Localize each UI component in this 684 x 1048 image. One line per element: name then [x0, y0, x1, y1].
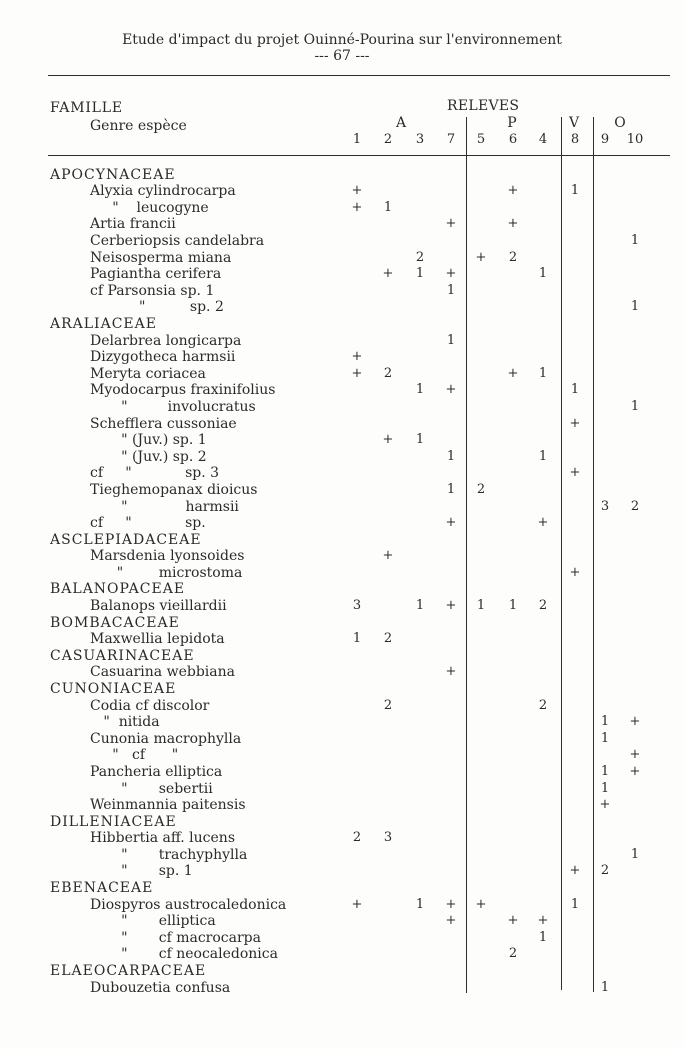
species-name: " harmsii: [90, 498, 239, 515]
releve-value: +: [507, 913, 519, 929]
releve-value: 1: [630, 398, 640, 414]
releve-value: +: [537, 913, 549, 929]
releve-number: 10: [626, 132, 644, 147]
releve-value: +: [351, 896, 363, 912]
releve-value: 1: [600, 763, 610, 779]
family-name: ARALIACEAE: [50, 316, 157, 332]
species-name: Artia francii: [90, 216, 176, 233]
releve-value: 1: [508, 598, 518, 614]
releve-value: 2: [415, 249, 425, 265]
releve-value: 1: [538, 448, 548, 464]
page-number: --- 67 ---: [314, 48, 370, 64]
family-row: [0, 316, 684, 333]
species-name: Dubouzetia confusa: [90, 979, 231, 996]
releve-number: 6: [508, 132, 518, 147]
species-row: [0, 333, 684, 350]
releve-value: 1: [600, 780, 610, 796]
species-name: cf " sp.: [90, 515, 206, 532]
species-row: [0, 266, 684, 283]
species-row: [0, 499, 684, 516]
family-name: BOMBACACEAE: [50, 614, 180, 631]
family-name: CASUARINACEAE: [50, 647, 195, 664]
species-row: [0, 913, 684, 930]
species-row: [0, 946, 684, 963]
species-row: [0, 416, 684, 433]
releve-value: 1: [446, 481, 456, 497]
releve-number: 4: [538, 132, 548, 147]
species-row: [0, 664, 684, 681]
releve-value: +: [351, 365, 363, 381]
releve-value: 3: [352, 598, 362, 614]
releve-number: 1: [352, 132, 362, 147]
family-row: [0, 532, 684, 549]
releve-value: 1: [630, 299, 640, 315]
releve-value: +: [382, 266, 394, 282]
releve-value: 1: [446, 282, 456, 298]
species-name: Dizygotheca harmsii: [90, 349, 236, 366]
family-name: ASCLEPIADACEAE: [50, 531, 202, 548]
releve-value: 1: [630, 846, 640, 862]
document-title: Etude d'impact du projet Ouinné-Pourina sur l'environnement: [122, 32, 562, 48]
species-row: [0, 548, 684, 565]
species-row: [0, 747, 684, 764]
species-name: Diospyros austrocaledonica: [90, 896, 287, 913]
releve-number: 3: [415, 132, 425, 147]
family-row: [0, 581, 684, 598]
family-row: [0, 880, 684, 897]
family-row: [0, 648, 684, 665]
releve-value: 1: [600, 979, 610, 995]
releve-value: +: [569, 564, 581, 580]
species-name: Marsdenia lyonsoides: [90, 548, 245, 565]
species-name: " sp. 1: [90, 863, 193, 880]
family-name: EBENACEAE: [50, 880, 154, 897]
family-row: [0, 681, 684, 698]
species-row: [0, 250, 684, 267]
releve-value: 1: [415, 266, 425, 282]
column-label-famille: FAMILLE: [50, 100, 123, 116]
species-row: [0, 631, 684, 648]
species-name: Cunonia macrophylla: [90, 730, 242, 747]
releve-value: 2: [383, 365, 393, 381]
species-name: " cf macrocarpa: [90, 929, 261, 946]
species-row: [0, 283, 684, 300]
species-row: [0, 200, 684, 217]
releve-value: +: [445, 896, 457, 912]
releve-number: 9: [600, 132, 610, 147]
releve-value: 1: [538, 266, 548, 282]
releve-value: +: [629, 763, 641, 779]
releve-value: +: [351, 183, 363, 199]
species-row: [0, 897, 684, 914]
family-name: BALANOPACEAE: [50, 581, 186, 598]
column-label-genre-espece: Genre espèce: [90, 118, 187, 134]
species-row: [0, 847, 684, 864]
releves-label: RELEVES: [447, 98, 520, 114]
releve-value: +: [629, 714, 641, 730]
species-name: " microstoma: [90, 564, 243, 581]
species-row: [0, 781, 684, 798]
releve-value: 1: [630, 233, 640, 249]
species-name: cf Parsonsia sp. 1: [90, 282, 215, 299]
releve-value: +: [569, 465, 581, 481]
releve-value: +: [351, 349, 363, 365]
family-name: DILLENIACEAE: [50, 813, 177, 830]
species-row: [0, 233, 684, 250]
releve-number: 2: [383, 132, 393, 147]
releve-value: +: [445, 913, 457, 929]
releve-group-label: A: [395, 115, 407, 131]
releve-value: +: [599, 797, 611, 813]
releve-value: 3: [383, 830, 393, 846]
releve-group-label: P: [507, 115, 517, 131]
releve-value: +: [445, 598, 457, 614]
releve-value: 1: [415, 382, 425, 398]
releve-value: +: [445, 382, 457, 398]
species-row: [0, 714, 684, 731]
releve-value: 2: [600, 863, 610, 879]
species-name: Cerberiopsis candelabra: [90, 233, 265, 250]
species-row: [0, 382, 684, 399]
releve-value: +: [507, 183, 519, 199]
species-name: Pagiantha cerifera: [90, 266, 222, 283]
species-name: " trachyphylla: [90, 846, 248, 863]
releve-value: 1: [600, 730, 610, 746]
releve-value: +: [507, 216, 519, 232]
species-name: Codia cf discolor: [90, 697, 210, 714]
releve-group-label: V: [568, 115, 580, 131]
releve-value: 1: [570, 896, 580, 912]
releve-value: 2: [538, 598, 548, 614]
species-row: [0, 731, 684, 748]
species-name: " elliptica: [90, 913, 216, 930]
species-name: " (Juv.) sp. 1: [90, 432, 207, 449]
releve-value: +: [569, 863, 581, 879]
releve-value: +: [382, 432, 394, 448]
releve-value: 2: [508, 946, 518, 962]
releve-value: 1: [415, 432, 425, 448]
releve-value: +: [445, 216, 457, 232]
species-row: [0, 465, 684, 482]
species-name: " (Juv.) sp. 2: [90, 448, 207, 465]
releve-value: 1: [415, 598, 425, 614]
species-name: Hibbertia aff. lucens: [90, 830, 236, 847]
species-row: [0, 432, 684, 449]
table-header-rule: [48, 155, 670, 156]
species-name: Myodocarpus fraxinifolius: [90, 382, 276, 399]
releve-number: 7: [446, 132, 456, 147]
releve-value: 1: [538, 365, 548, 381]
species-row: [0, 183, 684, 200]
species-name: Weinmannia paitensis: [90, 797, 246, 814]
species-row: [0, 980, 684, 997]
species-row: [0, 299, 684, 316]
releve-value: 2: [476, 481, 486, 497]
species-row: [0, 565, 684, 582]
releve-value: +: [475, 896, 487, 912]
releve-value: 1: [352, 631, 362, 647]
releve-value: +: [445, 515, 457, 531]
releve-value: 1: [600, 714, 610, 730]
family-row: [0, 615, 684, 632]
species-name: Neisosperma miana: [90, 249, 232, 266]
species-name: Casuarina webbiana: [90, 664, 235, 681]
species-name: " sebertii: [90, 780, 213, 797]
releve-value: 2: [383, 631, 393, 647]
releve-value: +: [445, 664, 457, 680]
releve-value: +: [569, 415, 581, 431]
species-row: [0, 216, 684, 233]
family-row: [0, 963, 684, 980]
species-name: Alyxia cylindrocarpa: [90, 183, 236, 200]
releve-value: +: [445, 266, 457, 282]
species-row: [0, 482, 684, 499]
species-row: [0, 366, 684, 383]
releve-value: 2: [352, 830, 362, 846]
releve-value: 2: [630, 498, 640, 514]
releve-value: 3: [600, 498, 610, 514]
releve-value: +: [537, 515, 549, 531]
header-rule: [48, 75, 670, 76]
releve-value: 1: [570, 382, 580, 398]
releve-value: 2: [383, 697, 393, 713]
species-name: Maxwellia lepidota: [90, 631, 225, 648]
species-name: Delarbrea longicarpa: [90, 332, 242, 349]
species-name: " nitida: [90, 714, 160, 731]
species-name: " leucogyne: [90, 199, 209, 216]
species-row: [0, 930, 684, 947]
species-name: Tieghemopanax dioicus: [90, 481, 258, 498]
family-name: ELAEOCARPACEAE: [50, 963, 207, 980]
releve-number: 5: [476, 132, 486, 147]
species-row: [0, 797, 684, 814]
releve-value: 1: [383, 199, 393, 215]
releve-value: 1: [446, 332, 456, 348]
species-name: " cf neocaledonica: [90, 946, 278, 963]
species-name: Meryta coriacea: [90, 365, 206, 382]
species-row: [0, 863, 684, 880]
releve-value: 2: [508, 249, 518, 265]
releve-value: 1: [446, 448, 456, 464]
species-name: Schefflera cussoniae: [90, 415, 237, 432]
releve-value: 2: [538, 697, 548, 713]
species-name: Balanops vieillardii: [90, 598, 227, 615]
family-name: CUNONIACEAE: [50, 680, 177, 697]
species-row: [0, 764, 684, 781]
releve-group-label: O: [614, 115, 626, 131]
species-row: [0, 399, 684, 416]
releve-value: +: [382, 548, 394, 564]
releve-value: 1: [570, 183, 580, 199]
species-name: " involucratus: [90, 398, 256, 415]
species-row: [0, 830, 684, 847]
releve-value: 1: [476, 598, 486, 614]
species-row: [0, 449, 684, 466]
species-row: [0, 598, 684, 615]
species-name: " cf ": [90, 747, 179, 764]
species-name: Pancheria elliptica: [90, 763, 223, 780]
releve-value: +: [629, 747, 641, 763]
species-row: [0, 515, 684, 532]
releve-value: 1: [538, 929, 548, 945]
species-row: [0, 698, 684, 715]
family-row: [0, 167, 684, 184]
releve-value: +: [475, 249, 487, 265]
species-name: cf " sp. 3: [90, 465, 220, 482]
releve-value: 1: [415, 896, 425, 912]
releve-number: 8: [570, 132, 580, 147]
releve-value: +: [507, 365, 519, 381]
family-name: APOCYNACEAE: [50, 166, 176, 183]
releve-value: +: [351, 199, 363, 215]
species-name: " sp. 2: [90, 299, 224, 316]
family-row: [0, 814, 684, 831]
species-row: [0, 349, 684, 366]
